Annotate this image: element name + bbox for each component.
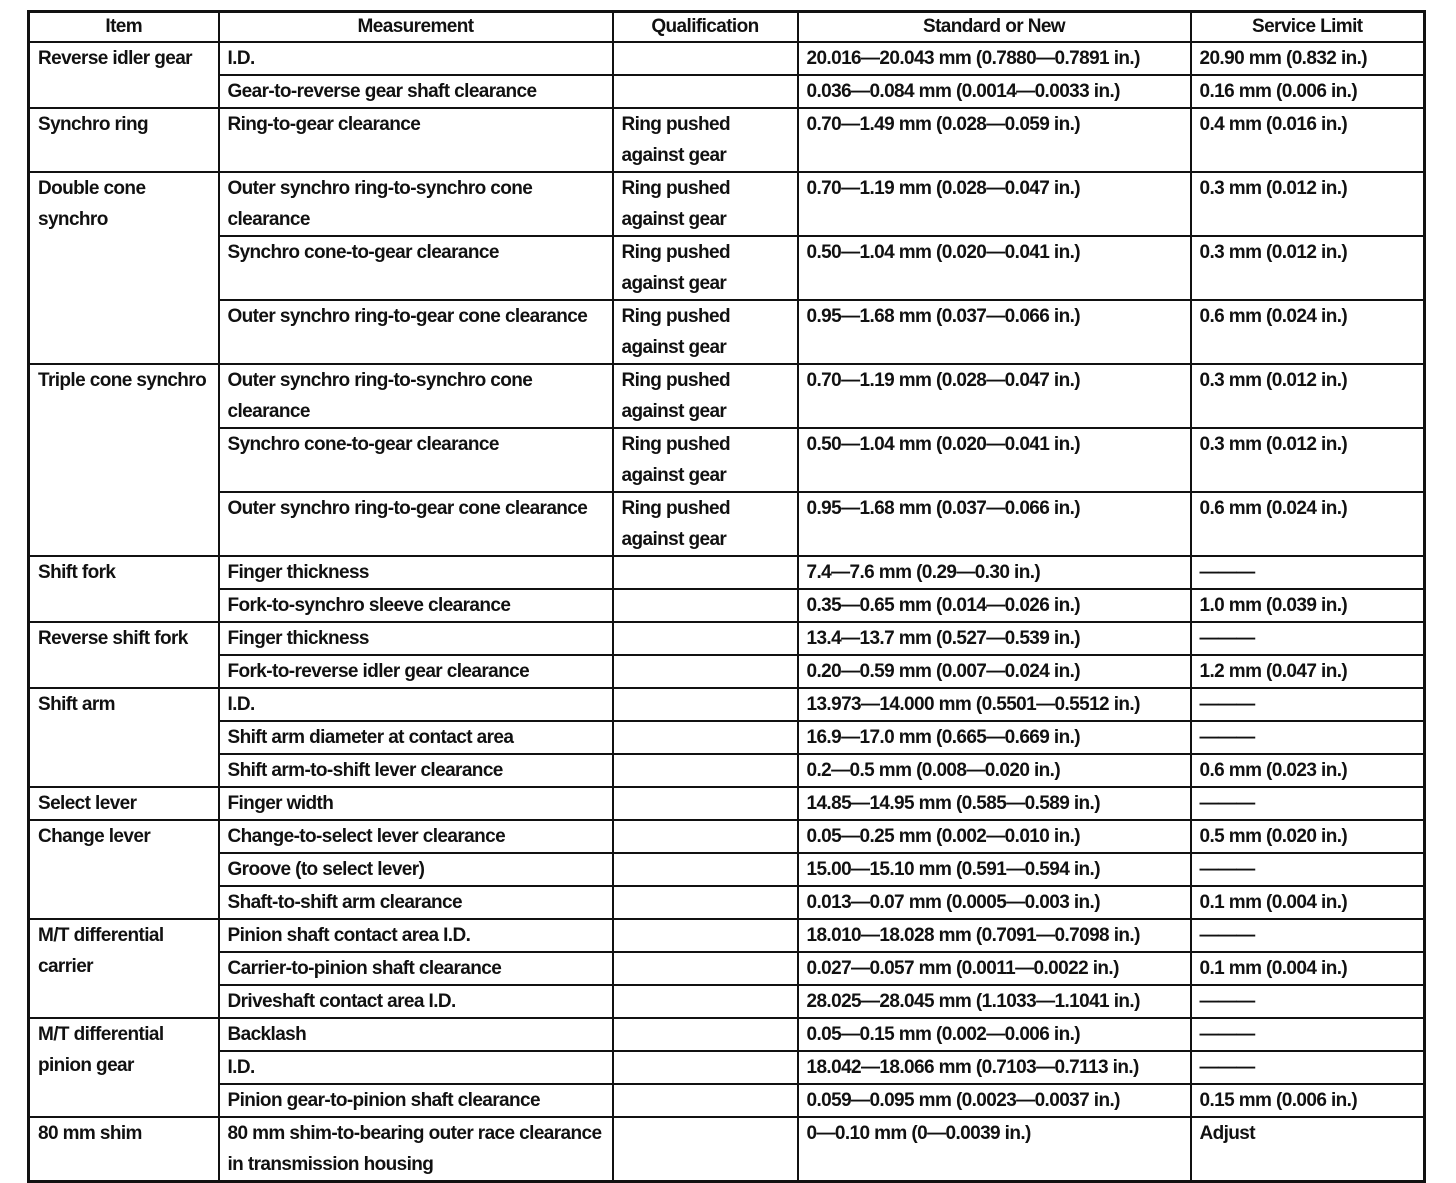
service-limit-cell: ——— — [1191, 1018, 1425, 1051]
standard-cell: 0—0.10 mm (0—0.0039 in.) — [798, 1117, 1191, 1182]
measurement-cell: Gear-to-reverse gear shaft clearance — [219, 75, 613, 108]
header-item: Item — [29, 12, 219, 43]
qualification-cell — [613, 820, 798, 853]
service-limit-cell: ——— — [1191, 787, 1425, 820]
item-cell: Change lever — [29, 820, 219, 919]
standard-cell: 0.20—0.59 mm (0.007—0.024 in.) — [798, 655, 1191, 688]
service-limit-cell: 0.6 mm (0.024 in.) — [1191, 492, 1425, 556]
standard-cell: 0.70—1.19 mm (0.028—0.047 in.) — [798, 364, 1191, 428]
qualification-cell — [613, 919, 798, 952]
service-limit-cell: ——— — [1191, 721, 1425, 754]
measurement-cell: Change-to-select lever clearance — [219, 820, 613, 853]
qualification-cell: Ring pushed against gear — [613, 172, 798, 236]
measurement-cell: Outer synchro ring-to-gear cone clearance — [219, 492, 613, 556]
qualification-cell — [613, 853, 798, 886]
table-row — [29, 1051, 1425, 1084]
item-cell: Synchro ring — [29, 108, 219, 172]
header-qualification: Qualification — [613, 12, 798, 43]
table-row — [29, 492, 1425, 556]
measurement-cell: Pinion shaft contact area I.D. — [219, 919, 613, 952]
measurement-cell: Driveshaft contact area I.D. — [219, 985, 613, 1018]
table-row — [29, 236, 1425, 300]
standard-cell: 20.016—20.043 mm (0.7880—0.7891 in.) — [798, 42, 1191, 75]
qualification-cell — [613, 75, 798, 108]
qualification-cell — [613, 42, 798, 75]
standard-cell: 0.05—0.25 mm (0.002—0.010 in.) — [798, 820, 1191, 853]
qualification-cell — [613, 622, 798, 655]
table-row — [29, 300, 1425, 364]
table-row — [29, 1018, 1425, 1051]
qualification-cell — [613, 1018, 798, 1051]
service-limit-cell: 0.3 mm (0.012 in.) — [1191, 428, 1425, 492]
standard-cell: 14.85—14.95 mm (0.585—0.589 in.) — [798, 787, 1191, 820]
measurement-cell: I.D. — [219, 1051, 613, 1084]
service-limit-cell: ——— — [1191, 556, 1425, 589]
measurement-cell: Shaft-to-shift arm clearance — [219, 886, 613, 919]
table-row — [29, 820, 1425, 853]
service-limit-cell: 1.0 mm (0.039 in.) — [1191, 589, 1425, 622]
table-row — [29, 853, 1425, 886]
service-limit-cell: ——— — [1191, 853, 1425, 886]
measurement-cell: I.D. — [219, 42, 613, 75]
header-service-limit: Service Limit — [1191, 12, 1425, 43]
table-row — [29, 556, 1425, 589]
service-limit-cell: 0.3 mm (0.012 in.) — [1191, 364, 1425, 428]
item-cell: M/T differential carrier — [29, 919, 219, 1018]
standard-cell: 0.027—0.057 mm (0.0011—0.0022 in.) — [798, 952, 1191, 985]
qualification-cell — [613, 754, 798, 787]
standard-cell: 0.036—0.084 mm (0.0014—0.0033 in.) — [798, 75, 1191, 108]
service-limit-cell: 20.90 mm (0.832 in.) — [1191, 42, 1425, 75]
standard-cell: 18.042—18.066 mm (0.7103—0.7113 in.) — [798, 1051, 1191, 1084]
specification-table — [27, 10, 1426, 1183]
item-cell: Shift arm — [29, 688, 219, 787]
qualification-cell — [613, 556, 798, 589]
service-limit-cell: ——— — [1191, 985, 1425, 1018]
measurement-cell: Fork-to-synchro sleeve clearance — [219, 589, 613, 622]
table-row — [29, 1084, 1425, 1117]
qualification-cell — [613, 688, 798, 721]
qualification-cell — [613, 886, 798, 919]
qualification-cell: Ring pushed against gear — [613, 236, 798, 300]
service-limit-cell: 0.1 mm (0.004 in.) — [1191, 886, 1425, 919]
item-cell: 80 mm shim — [29, 1117, 219, 1182]
standard-cell: 16.9—17.0 mm (0.665—0.669 in.) — [798, 721, 1191, 754]
table-row — [29, 364, 1425, 428]
standard-cell: 18.010—18.028 mm (0.7091—0.7098 in.) — [798, 919, 1191, 952]
table-row — [29, 655, 1425, 688]
standard-cell: 28.025—28.045 mm (1.1033—1.1041 in.) — [798, 985, 1191, 1018]
standard-cell: 0.05—0.15 mm (0.002—0.006 in.) — [798, 1018, 1191, 1051]
table-row — [29, 886, 1425, 919]
item-cell: Triple cone synchro — [29, 364, 219, 556]
standard-cell: 0.70—1.19 mm (0.028—0.047 in.) — [798, 172, 1191, 236]
service-limit-cell: 0.6 mm (0.023 in.) — [1191, 754, 1425, 787]
table-row — [29, 428, 1425, 492]
measurement-cell: Outer synchro ring-to-synchro cone clearance — [219, 172, 613, 236]
measurement-cell: I.D. — [219, 688, 613, 721]
service-limit-cell: 0.15 mm (0.006 in.) — [1191, 1084, 1425, 1117]
table-row — [29, 589, 1425, 622]
qualification-cell — [613, 1117, 798, 1182]
measurement-cell: Ring-to-gear clearance — [219, 108, 613, 172]
measurement-cell: Shift arm-to-shift lever clearance — [219, 754, 613, 787]
table-row — [29, 688, 1425, 721]
standard-cell: 0.35—0.65 mm (0.014—0.026 in.) — [798, 589, 1191, 622]
table-row — [29, 919, 1425, 952]
service-limit-cell: 0.3 mm (0.012 in.) — [1191, 236, 1425, 300]
standard-cell: 13.4—13.7 mm (0.527—0.539 in.) — [798, 622, 1191, 655]
item-cell: Reverse shift fork — [29, 622, 219, 688]
item-cell: Double cone synchro — [29, 172, 219, 364]
measurement-cell: Synchro cone-to-gear clearance — [219, 236, 613, 300]
service-limit-cell: ——— — [1191, 622, 1425, 655]
measurement-cell: Shift arm diameter at contact area — [219, 721, 613, 754]
standard-cell: 0.50—1.04 mm (0.020—0.041 in.) — [798, 428, 1191, 492]
qualification-cell — [613, 985, 798, 1018]
service-limit-cell: 0.3 mm (0.012 in.) — [1191, 172, 1425, 236]
qualification-cell — [613, 787, 798, 820]
measurement-cell: Finger thickness — [219, 622, 613, 655]
item-cell: Select lever — [29, 787, 219, 820]
standard-cell: 0.95—1.68 mm (0.037—0.066 in.) — [798, 492, 1191, 556]
standard-cell: 0.059—0.095 mm (0.0023—0.0037 in.) — [798, 1084, 1191, 1117]
table-row — [29, 108, 1425, 172]
qualification-cell — [613, 1084, 798, 1117]
measurement-cell: Synchro cone-to-gear clearance — [219, 428, 613, 492]
header-standard: Standard or New — [798, 12, 1191, 43]
qualification-cell — [613, 589, 798, 622]
item-cell: Reverse idler gear — [29, 42, 219, 108]
standard-cell: 0.2—0.5 mm (0.008—0.020 in.) — [798, 754, 1191, 787]
service-limit-cell: ——— — [1191, 688, 1425, 721]
standard-cell: 0.70—1.49 mm (0.028—0.059 in.) — [798, 108, 1191, 172]
measurement-cell: Carrier-to-pinion shaft clearance — [219, 952, 613, 985]
standard-cell: 13.973—14.000 mm (0.5501—0.5512 in.) — [798, 688, 1191, 721]
table-row — [29, 622, 1425, 655]
table-row — [29, 75, 1425, 108]
table-row — [29, 42, 1425, 75]
qualification-cell: Ring pushed against gear — [613, 108, 798, 172]
header-measurement: Measurement — [219, 12, 613, 43]
measurement-cell: Outer synchro ring-to-synchro cone clearance — [219, 364, 613, 428]
standard-cell: 0.013—0.07 mm (0.0005—0.003 in.) — [798, 886, 1191, 919]
measurement-cell: Finger width — [219, 787, 613, 820]
standard-cell: 7.4—7.6 mm (0.29—0.30 in.) — [798, 556, 1191, 589]
measurement-cell: Outer synchro ring-to-gear cone clearance — [219, 300, 613, 364]
service-limit-cell: ——— — [1191, 919, 1425, 952]
standard-cell: 15.00—15.10 mm (0.591—0.594 in.) — [798, 853, 1191, 886]
table-row — [29, 754, 1425, 787]
service-limit-cell: ——— — [1191, 1051, 1425, 1084]
measurement-cell: 80 mm shim-to-bearing outer race clearance in transmission housing — [219, 1117, 613, 1182]
table-row — [29, 787, 1425, 820]
standard-cell: 0.95—1.68 mm (0.037—0.066 in.) — [798, 300, 1191, 364]
header-row — [29, 12, 1425, 43]
table-row — [29, 172, 1425, 236]
qualification-cell: Ring pushed against gear — [613, 364, 798, 428]
measurement-cell: Groove (to select lever) — [219, 853, 613, 886]
table-row — [29, 985, 1425, 1018]
measurement-cell: Pinion gear-to-pinion shaft clearance — [219, 1084, 613, 1117]
service-limit-cell: 0.1 mm (0.004 in.) — [1191, 952, 1425, 985]
qualification-cell: Ring pushed against gear — [613, 300, 798, 364]
item-cell: M/T differential pinion gear — [29, 1018, 219, 1117]
table-row — [29, 721, 1425, 754]
qualification-cell — [613, 952, 798, 985]
qualification-cell: Ring pushed against gear — [613, 428, 798, 492]
qualification-cell: Ring pushed against gear — [613, 492, 798, 556]
service-limit-cell: Adjust — [1191, 1117, 1425, 1182]
service-limit-cell: 0.5 mm (0.020 in.) — [1191, 820, 1425, 853]
measurement-cell: Backlash — [219, 1018, 613, 1051]
qualification-cell — [613, 721, 798, 754]
measurement-cell: Fork-to-reverse idler gear clearance — [219, 655, 613, 688]
qualification-cell — [613, 1051, 798, 1084]
service-limit-cell: 1.2 mm (0.047 in.) — [1191, 655, 1425, 688]
item-cell: Shift fork — [29, 556, 219, 622]
table-row — [29, 952, 1425, 985]
service-limit-cell: 0.16 mm (0.006 in.) — [1191, 75, 1425, 108]
standard-cell: 0.50—1.04 mm (0.020—0.041 in.) — [798, 236, 1191, 300]
table-row — [29, 1117, 1425, 1182]
service-limit-cell: 0.4 mm (0.016 in.) — [1191, 108, 1425, 172]
service-limit-cell: 0.6 mm (0.024 in.) — [1191, 300, 1425, 364]
qualification-cell — [613, 655, 798, 688]
measurement-cell: Finger thickness — [219, 556, 613, 589]
